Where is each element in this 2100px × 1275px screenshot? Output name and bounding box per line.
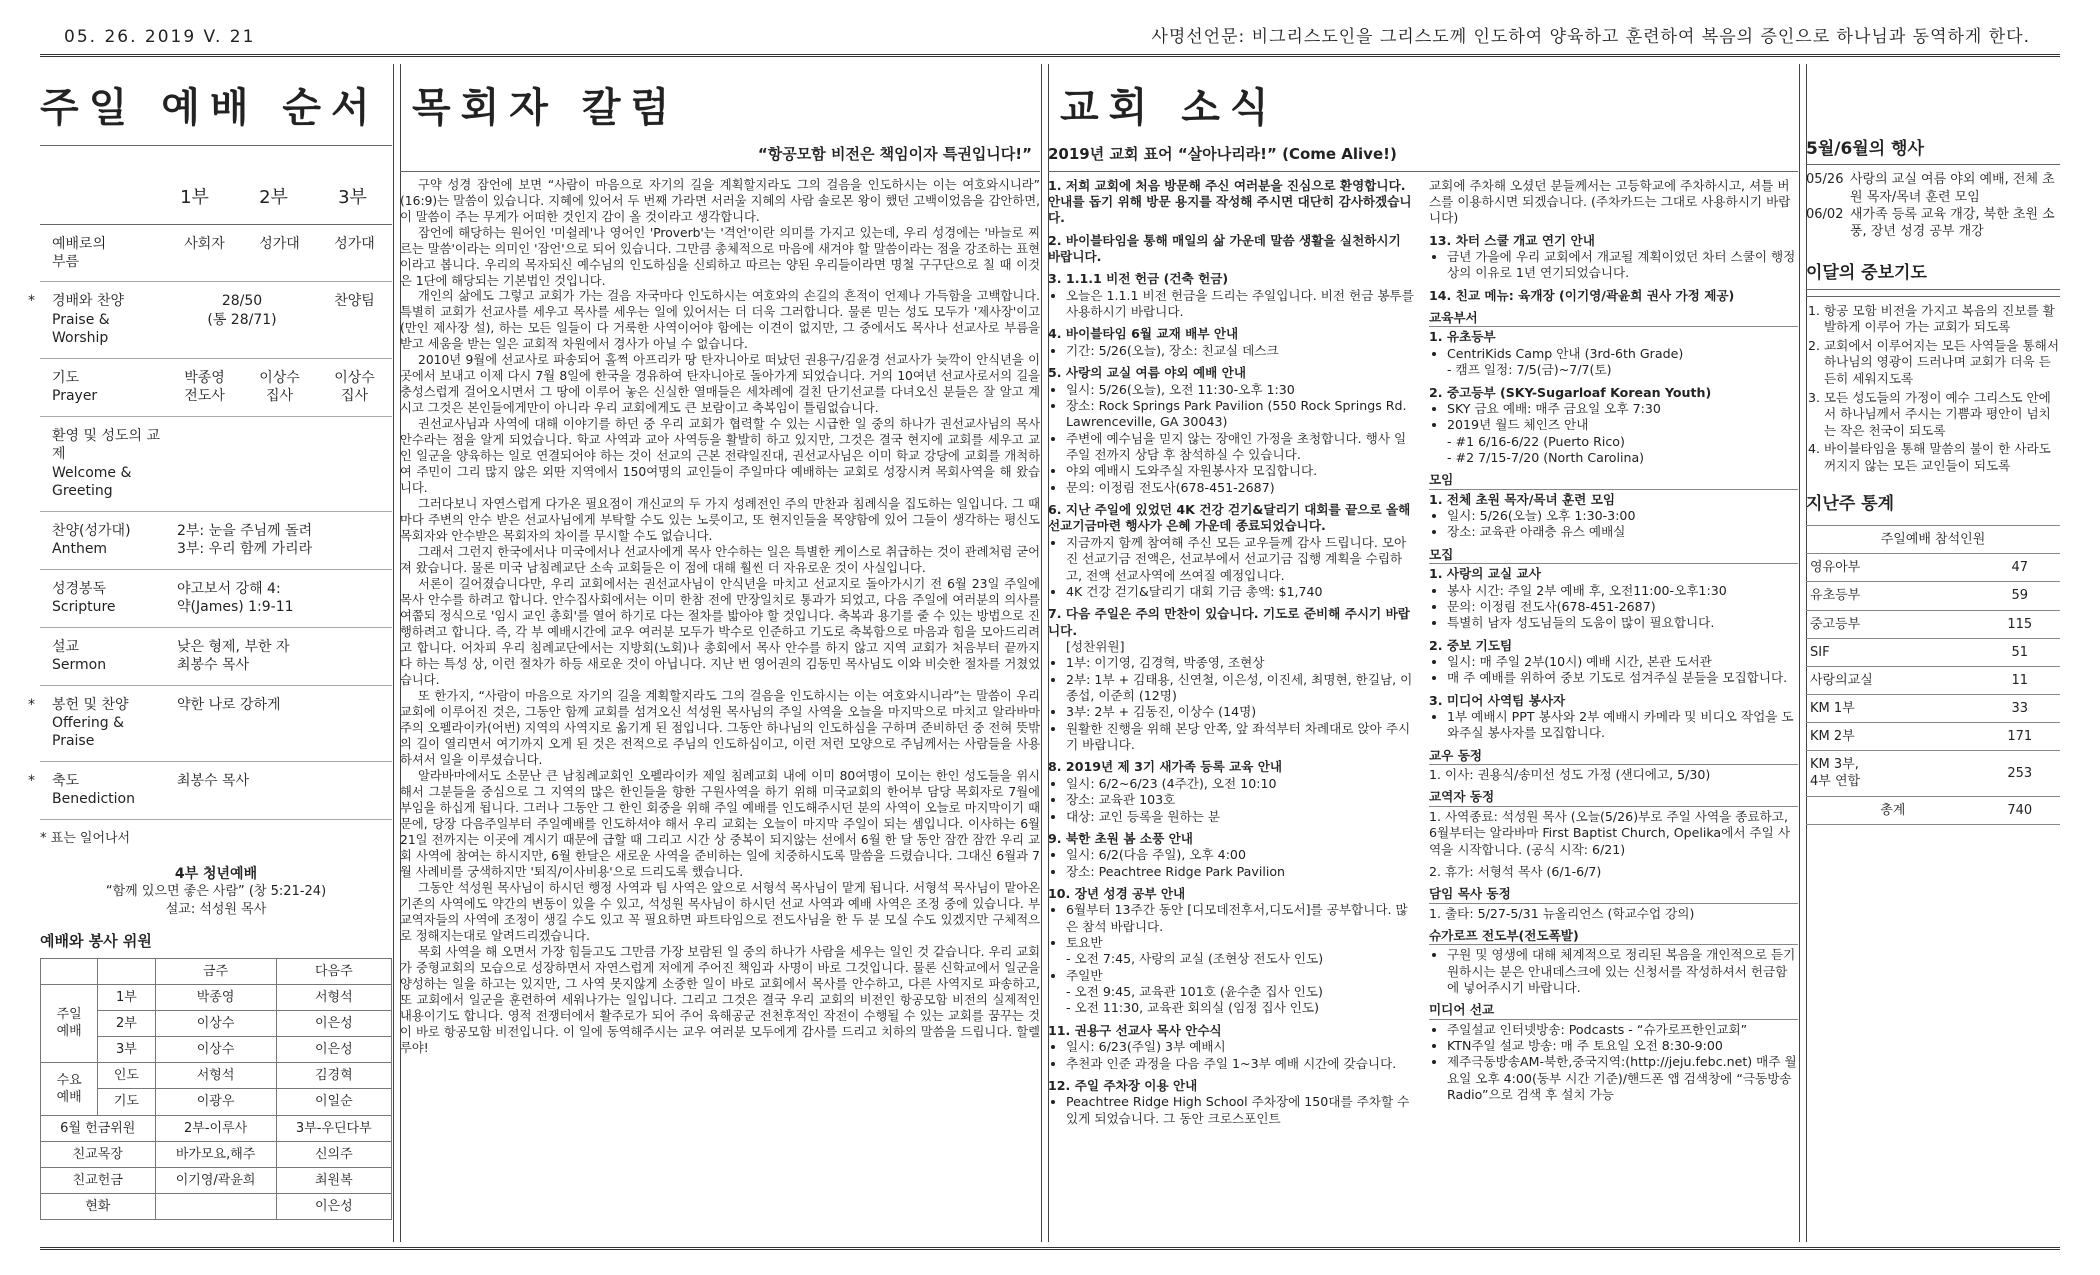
news-item-title: 2. 중보 기도팀 (1429, 637, 1513, 653)
service-label: 기도 Prayer (52, 369, 98, 405)
standing-mark: * (28, 293, 35, 310)
news-item-title: 10. 장년 성경 공부 안내 (1048, 885, 1186, 901)
service-col: 2부 (259, 186, 288, 208)
service-cell: 찬양팀 (334, 293, 375, 310)
stat-label: SIF (1806, 638, 1980, 666)
news-bullet: • 추천과 인준 과정을 다음 주일 1~3부 예배 시간에 갖습니다. (1066, 1056, 1417, 1072)
news-bullets (1429, 947, 1798, 996)
news-bullet: • Peachtree Ridge High School 주차장에 150대를 주차할 수 있게 되었습니다. 그 동안 크로스포인트 (1066, 1094, 1417, 1127)
service-label: 설교 Sermon (52, 638, 107, 674)
news-item (1048, 886, 1417, 1017)
staff-cell: 이은성 (276, 1037, 391, 1063)
top-rule (40, 54, 2060, 59)
staff-cell: 2부-이루사 (155, 1115, 276, 1141)
news-text: 1. 출타: 5/27-5/31 뉴올리언스 (학교수업 강의) (1429, 905, 1695, 921)
staff-cell: 3부-우딘다부 (276, 1115, 391, 1141)
pastor-column (400, 64, 1040, 1242)
stat-value: 740 (1980, 796, 2061, 824)
service-row (40, 512, 392, 570)
column-paragraph: 구약 성경 잠언에 보면 “사람이 마음으로 자기의 길을 계획할지라도 그의 걸음을 인도하시는 이는 여호와시니라” (16:9)는 말씀이 있습니다. 지혜에 있어서 두 번째 가라면 서러울 지혜의 사람 솔로몬 왕이 했던 고백이었음을 감안하면, 이 말씀이 주는 무게가 어떠한 것인지 감이 올 것이라고 생각합니다. (400, 177, 1040, 224)
standing-mark: * (28, 772, 35, 789)
stat-label: 유초등부 (1806, 582, 1980, 610)
stat-label: 영유아부 (1806, 554, 1980, 582)
news-item (1048, 1078, 1417, 1127)
news-text: 1. 이사: 권용식/송미선 성도 가정 (샌디에고, 5/30) (1429, 767, 1711, 783)
news-bullet: • 문의: 이정림 전도사(678-451-2687) (1447, 599, 1798, 615)
prayer-item: 3. 모든 성도들의 가정이 예수 그리스도 안에서 하나님께서 주시는 기쁨과 평안이 넘치는 작은 천국이 되도록 (1824, 390, 2060, 440)
news-item (1048, 831, 1417, 880)
news-bullet: • 문의: 이정림 전도사(678-451-2687) (1066, 480, 1417, 496)
news-bullets (1048, 902, 1417, 1017)
staff-row (41, 984, 392, 1010)
staff-cell: 주일 예배 (41, 984, 98, 1062)
service-cell: 2부: 눈을 주님께 돌려 3부: 우리 함께 가리라 (177, 522, 313, 558)
news-column (1048, 64, 1798, 1242)
column-paragraph: 권선교사님과 사역에 대해 이야기를 하던 중 우리 교회가 협력할 수 있는 시급한 일 중의 하나가 권선교사님의 목사 안수라는 점을 알게 되었습니다. 학교 사역과 교아 사역등을 활발히 하고 있지만, 그것은 결국 현지에 교회를 세우고 교인 일군을 양육하는 일로 연결되어야 하는 것이 선교의 근본 전략일진대, 권선교사님은 이미 학교 강당에 교회를 개척하여 주민이 그리 많지 않은 외딴 지역에서 150여명의 교인들이 주일마다 예배하는 교회로 성장시켜 목회사역을 해 왔습니다. (400, 417, 1040, 496)
news-bullet: • 1부: 이기영, 김경혁, 박종영, 조현상 (1066, 655, 1417, 671)
column-paragraph: 목회 사역을 해 오면서 가장 힘들고도 그만큼 가장 보람된 일 중의 하나가 사람을 세우는 일인 것 같습니다. 우리 교회가 중형교회의 모습으로 성장하면서 자연스럽게 저에게 주어진 책임과 사명이 바로 그것입니다. 물론 신학교에서 일군을 양성하는 일을 하고는 있지만, 그 사역 못지않게 소중한 일이 바로 교회에서 목사를 안수하고, 다른 사역지로 파송하고, 또 교회에서 일군을 훈련하여 세워나가는 일입니다. 그리고 그것은 결국 우리 교회의 비전인 항공모함 비전의 실제적인 내용이기도 합니다. 영적 전쟁터에서 활주로가 되어 주어 육해공군 전천후적인 작전이 수행될 수 있는 교회를 꿈꾸는 것이 바로 항공모함 비전입니다. 이 일에 동역해주시는 교우 여러분 모두에게 감사를 드리고 치하의 말씀을 드립니다. 할렐루야! (400, 944, 1040, 1055)
news-bullet: • 주일반 (1066, 968, 1417, 984)
news-bullet: • 2019년 월드 체인즈 안내 (1447, 417, 1798, 433)
news-item (1429, 288, 1798, 304)
news-section-heading: 교역자 동정 (1429, 789, 1798, 806)
news-bullet: • 특별히 남자 성도님들의 도움이 많이 필요합니다. (1447, 615, 1798, 631)
stat-row (1806, 751, 2060, 796)
service-cell: 야고보서 강해 4: 약(James) 1:9-11 (177, 580, 294, 616)
news-item-title: 2. 바이블타임을 통해 매일의 삶 가운데 말씀 생활을 실천하시기 바랍니다. (1048, 232, 1401, 265)
staff-cell: 이상수 (155, 1010, 276, 1036)
news-bullets (1048, 535, 1417, 600)
news-bullets (1048, 343, 1417, 359)
stat-value: 11 (1980, 666, 2061, 694)
news-bullets (1048, 382, 1417, 497)
service-cell: 박종영 전도사 (184, 369, 225, 405)
news-bullet: - 오전 7:45, 사랑의 교실 (조현상 전도사 인도) (1066, 951, 1324, 967)
prayer-item: 2. 교회에서 이루어지는 모든 사역들을 통해서 하나님의 영광이 드러나며 교회가 더욱 든든히 세워지도록 (1824, 338, 2060, 388)
news-item (1429, 638, 1798, 687)
stats-title: 지난주 통계 (1806, 493, 1895, 514)
news-bullet: • 일시: 5/26(오늘), 오전 11:30-오후 1:30 (1066, 382, 1417, 398)
news-bullets (1429, 1022, 1798, 1104)
staff-cell: 최원복 (276, 1167, 391, 1193)
service-row (40, 570, 392, 628)
mission-statement: 사명선언문: 비그리스도인을 그리스도께 인도하여 양육하고 훈련하여 복음의 증인으로 하나님과 동역하게 한다. (1151, 27, 2030, 47)
news-bullets (1429, 249, 1798, 282)
column-subtitle: “항공모함 비전은 책임이자 특권입니다!” (757, 144, 1032, 163)
news-section-heading: 교육부서 (1429, 310, 1798, 327)
news-bullet: • 원활한 진행을 위해 본당 안쪽, 앞 좌석부터 차례대로 앉아 주시기 바랍니다. (1066, 721, 1417, 754)
stat-row (1806, 796, 2060, 824)
prayer-title: 이달의 중보기도 (1806, 262, 2060, 289)
staff-row (41, 1063, 392, 1089)
news-text: 2. 휴가: 서형석 목사 (6/1-6/7) (1429, 863, 1602, 879)
staff-cell: 박종영 (155, 984, 276, 1010)
news-bullet: • 대상: 교인 등록을 원하는 분 (1066, 809, 1417, 825)
event-date: 05/26 (1806, 172, 1844, 188)
staff-cell: 서형석 (276, 984, 391, 1010)
staff-cell: 기도 (98, 1089, 155, 1115)
stat-value: 171 (1980, 723, 2061, 751)
staff-head-cell: 금주 (155, 958, 276, 984)
staff-row (41, 1141, 392, 1167)
staff-cell: 신의주 (276, 1141, 391, 1167)
news-item (1429, 864, 1798, 880)
service-rows (28, 225, 392, 820)
service-row (40, 359, 392, 417)
column-paragraph: 그러다보니 자연스럽게 다가온 필요점이 개신교의 두 가지 성례전인 주의 만찬과 침례식을 집도하는 일입니다. 그 때마다 주변의 안수 받은 선교사님에게 부탁할 수도 있는 노릇이고, 또 현지인들을 목양함에 있어 그들이 생각하는 평신도 목회자와 안수받은 목회자의 차이를 무시할 수도 없습니다. (400, 497, 1040, 544)
service-row (28, 282, 392, 358)
issue-date: 05. 26. 2019 V. 21 (64, 27, 256, 47)
event-text: 사랑의 교실 여름 야외 예배, 전체 초원 목자/목녀 훈련 모임 (1850, 172, 2055, 205)
column-title: 목회자 칼럼 (412, 85, 680, 131)
news-item-title: 5. 사랑의 교실 여름 야외 예배 안내 (1048, 365, 1247, 381)
news-item (1429, 693, 1798, 742)
news-item (1429, 566, 1798, 631)
staff-row (41, 1115, 392, 1141)
staff-head-cell (41, 958, 98, 984)
stat-row (1806, 723, 2060, 751)
column-paragraph: 2010년 9월에 선교사로 파송되어 홀쩍 아프리카 땅 탄자니아로 떠났던 권용구/김윤경 선교사가 늦깍이 안식년을 이곳에서 보내고 이제 다시 7월 8일에 한국을 경유하여 탄자니아로 돌아가게 되었습니다. 거의 10여년 선교사로서의 길을 충성스럽게 걸어오시면서 그 땅에 이루어 놓은 신실한 열매들은 세차례에 걸친 단기선교를 다녀오신 분들은 잘 알고 계시고 그것은 본인들에게만이 아니라 우리 교회에게도 큰 보람이고 축복임이 틀림없습니다. (400, 353, 1040, 416)
news-bullet: • 4K 건강 걷기&달리기 대회 기금 총액: $1,740 (1066, 584, 1417, 600)
news-item-title: 4. 바이블타임 6월 교재 배부 안내 (1048, 326, 1239, 342)
news-item (1429, 492, 1798, 541)
service-cell: 약한 나로 강하게 (177, 696, 281, 713)
staff-head-cell (98, 958, 155, 984)
news-item (1429, 947, 1798, 996)
prayer-list (1806, 296, 2060, 475)
service-label: 찬양(성가대) Anthem (52, 522, 131, 558)
service-label: 경배와 찬양 Praise & Worship (52, 293, 125, 347)
event-text: 새가족 등록 교육 개강, 북한 초원 소풍, 장년 성경 공부 개강 (1850, 206, 2055, 239)
service-row (40, 417, 392, 512)
news-bullet: • 매 주 예배를 위하여 중보 기도로 섬겨주실 분들을 모집합니다. (1447, 670, 1798, 686)
prayer-item: 4. 바이블타임을 통해 말씀의 불이 한 사라도 꺼지지 않는 모든 교인들이 되도록 (1824, 441, 2060, 474)
news-bullets (1429, 654, 1798, 687)
news-bullet: • SKY 금요 예배: 매주 금요일 오후 7:30 (1447, 401, 1798, 417)
news-text: 1. 사역종료: 석성원 목사 (오늘(5/26)부로 주일 사역을 종료하고, 6월부터는 알라바마 First Baptist Church, Opelika에서 주일 사역을 시작합니다. (공식 시작: 6/21) (1429, 808, 1790, 857)
news-bullet: • CentriKids Camp 안내 (3rd-6th Grade) (1447, 346, 1798, 362)
service-cell: 이상수 집사 (334, 369, 375, 405)
news-bullet: • 일시: 6/2~6/23 (4주간), 오전 10:10 (1066, 776, 1417, 792)
news-bullets (1048, 776, 1417, 825)
news-item (1429, 767, 1798, 783)
news-bullet: • 2부: 1부 + 김태용, 신연철, 이은성, 이진세, 최명현, 한길남, 이종섭, 이준희 (12명) (1066, 672, 1417, 705)
stats-table (1806, 525, 2060, 825)
event-date: 06/02 (1806, 206, 1844, 222)
service-cell: 이상수 집사 (259, 369, 300, 405)
youth-title: 4부 청년예배 (174, 866, 258, 883)
staff-cell: 바가모요,해주 (155, 1141, 276, 1167)
news-bullet: • 3부: 2부 + 김동진, 이상수 (14명) (1066, 704, 1417, 720)
staff-cell: 2부 (98, 1010, 155, 1036)
news-bullet: • 주변에 예수님을 믿지 않는 장애인 가정을 초청합니다. 행사 일주일 전까지 상담 후 참석하실 수 있습니다. (1066, 431, 1417, 464)
news-bullets (1429, 583, 1798, 632)
news-section-heading: 교우 동정 (1429, 748, 1798, 765)
news-item-title: 6. 지난 주일에 있었던 4K 건강 걷기&달리기 대회를 끝으로 올해 선교기금마련 행사가 은혜 가운데 종료되었습니다. (1048, 502, 1411, 534)
news-item (1048, 178, 1417, 227)
news-bullet: • 지금까지 함께 참여해 주신 모든 교우들께 감사 드립니다. 모아진 선교기금 전액은, 선교부에서 선교기금 집행 계획을 수립하고, 전액 선교사역에 쓰여질 예정입니다. (1066, 535, 1417, 584)
news-bullet: • 장소: 교육관 아래층 유스 예배실 (1447, 524, 1798, 540)
service-label: 예배로의 부름 (52, 235, 107, 271)
service-col: 1부 (180, 186, 209, 208)
staff-cell: 친교헌금 (41, 1167, 156, 1193)
service-cell: 낮은 형제, 부한 자 최봉수 목사 (177, 638, 290, 674)
youth-speaker: 설교: 석성원 목사 (165, 901, 267, 917)
column-article (400, 171, 1040, 1057)
church-theme: 2019년 교회 표어 “살아나리라!” (Come Alive!) (1048, 144, 1397, 163)
stat-row (1806, 638, 2060, 666)
worship-column (28, 64, 392, 1242)
news-bullet: • 일시: 6/23(주일) 3부 예배시 (1066, 1039, 1417, 1055)
service-row (40, 225, 392, 283)
news-bullet: • KTN주일 설교 방송: 매 주 토요일 오전 8:30-9:00 (1447, 1038, 1798, 1054)
news-bullet: [성찬위원] (1066, 638, 1125, 654)
staff-cell (155, 1194, 276, 1220)
news-item-title: 13. 차터 스쿨 개교 연기 안내 (1429, 232, 1595, 248)
news-item-title: 1. 사랑의 교실 교사 (1429, 566, 1541, 582)
news-item-title: 11. 권용구 선교사 목사 안수식 (1048, 1022, 1222, 1038)
stat-label: 총계 (1806, 796, 1980, 824)
news-bullet: • 일시: 5/26(오늘) 오후 1:30-3:00 (1447, 508, 1798, 524)
column-paragraph: 잠언에 해당하는 원어인 '미쉴레'나 영어인 'Proverb'는 '격언'이란 의미를 가지고 있는데, 우리 성경에는 '바늘로 찌르는 말씀'이라는 의미인 '잠언'으로 되어 있습니다. 그만큼 총체적으로 마음에 새겨야 할 말씀이라는 점을 강조하는 표현이라고 봅니다. 우리의 목자되신 예수님의 인도하심을 신뢰하고 따르는 양된 우리들이라면 명철 구구단으로 칠 때 이것은 1단에 해당되는 기본법인 것입니다. (400, 225, 1040, 288)
youth-verse: “함께 있으면 좋은 사람” (창 5:21-24) (105, 884, 327, 900)
stat-row (1806, 666, 2060, 694)
news-item (1048, 1023, 1417, 1072)
youth-service (40, 865, 392, 918)
standing-note: * 표는 일어나서 (40, 830, 131, 846)
stat-row (1806, 694, 2060, 722)
staff-row (41, 1194, 392, 1220)
news-item (1429, 906, 1798, 922)
staff-cell: 이기영/곽윤희 (155, 1167, 276, 1193)
news-item-title: 1. 유초등부 (1429, 329, 1496, 345)
service-label: 봉헌 및 찬양 Offering & Praise (52, 696, 129, 750)
events-list (1806, 171, 2060, 240)
service-cell: 최봉수 목사 (177, 772, 250, 789)
news-item (1048, 759, 1417, 824)
news-bullet: • 야외 예배시 도와주실 자원봉사자 모집합니다. (1066, 463, 1417, 479)
news-item (1429, 329, 1798, 378)
news-right (1429, 178, 1798, 1133)
staff-row (41, 1167, 392, 1193)
staff-cell: 인도 (98, 1063, 155, 1089)
news-bullet: • 토요반 (1066, 935, 1417, 951)
news-bullets (1429, 508, 1798, 541)
stat-label: KM 1부 (1806, 694, 1980, 722)
news-section-heading: 모집 (1429, 547, 1798, 564)
service-row (28, 762, 392, 820)
news-item (1048, 326, 1417, 359)
staff-cell: 친교목장 (41, 1141, 156, 1167)
stat-value: 47 (1980, 554, 2061, 582)
news-bullets (1048, 1094, 1417, 1127)
service-header (40, 146, 392, 225)
column-paragraph: 서론이 길어졌습니다만, 우리 교회에서는 권선교사님이 안식년을 마치고 선교지로 돌아가시기 전 6월 23일 주일에 목사 안수를 하려고 합니다. 안수집사회에서는 이미 한참 전에 만장일치로 통과가 되었고, 다음 주일에 여러분의 의사를 여쭙되 정식으로 '임시 교인 총회'를 열어 하기로 다는 절차를 밟아야 할 것입니다. 축복과 용기를 줄 수 있는 방법으로 진행하려고 합니다. 즉, 각 부 예배시간에 교우 여러분 모두가 박수로 인준하고 기도로 축복함으로 마음과 힘을 모아드리려고 합니다. 어차피 우리 침례교단에서는 지방회(노회)나 총회에서 목사 안수를 하지 않고 지역 교회가 처음부터 끝까지 다 하는 특성 상, 이런 절차가 하등 새로운 것이 아닙니다. 지난 번 영어권의 김동민 목사님도 이와 비슷한 절차를 거쳤었습니다. (400, 577, 1040, 688)
news-bullets (1429, 401, 1798, 466)
service-cell (167, 427, 392, 501)
news-item (1429, 1022, 1798, 1104)
news-text: 교회에 주차해 오셨던 분들께서는 고등학교에 주차하시고, 셔틀 버스를 이용하시면 되겠습니다. (주차카드는 그대로 사용하시기 바랍니다) (1429, 177, 1791, 226)
news-bullet: • 일시: 매 주일 2부(10시) 예배 시간, 본관 도서관 (1447, 654, 1798, 670)
stat-value: 33 (1980, 694, 2061, 722)
prayer-item: 1. 항공 모함 비전을 가지고 복음의 진보를 활발하게 이루어 가는 교회가 되도록 (1824, 303, 2060, 336)
news-section-heading: 모임 (1429, 472, 1798, 489)
news-left (1048, 178, 1417, 1133)
news-item-title: 1. 전체 초원 목자/목녀 훈련 모임 (1429, 491, 1616, 507)
news-item (1048, 606, 1417, 753)
stat-label: KM 2부 (1806, 723, 1980, 751)
news-bullets (1048, 847, 1417, 880)
news-bullet: - #1 6/16-6/22 (Puerto Rico) (1447, 433, 1625, 449)
page-header (0, 0, 2100, 60)
service-cell: 성가대 (334, 235, 375, 252)
news-item-title: 14. 친교 메뉴: 육개장 (이기영/곽윤희 권사 가정 제공) (1429, 287, 1735, 303)
staff-cell: 이은성 (276, 1010, 391, 1036)
news-item-title: 12. 주일 주차장 이용 안내 (1048, 1077, 1198, 1093)
staff-cell: 수요 예배 (41, 1063, 98, 1115)
staff-table (40, 958, 392, 1221)
staff-cell: 이광우 (155, 1089, 276, 1115)
service-row (28, 686, 392, 762)
staff-cell: 이은성 (276, 1194, 391, 1220)
news-item (1048, 271, 1417, 320)
news-item-title: 1. 저희 교회에 처음 방문해 주신 여러분을 진심으로 환영합니다. 안내를 돕기 위해 방문 용지를 작성해 주시면 대단히 감사하겠습니다. (1048, 177, 1412, 226)
news-bullet: • 오늘은 1.1.1 비전 헌금을 드리는 주일입니다. 비전 헌금 봉투를 사용하시기 바랍니다. (1066, 288, 1417, 321)
column-paragraph: 그래서 그런지 한국에서나 미국에서나 선교사에게 목사 안수하는 일은 특별한 케이스로 취급하는 것이 관례처럼 굳어져 왔습니다. 물론 미국 남침례교단 소속 교회들은 이 점에 대해 훨씬 더 자유로운 것이 사실입니다. (400, 545, 1040, 576)
news-item-title: 2. 중고등부 (SKY-Sugarloaf Korean Youth) (1429, 384, 1712, 400)
news-item-title: 3. 미디어 사역팀 봉사자 (1429, 692, 1566, 708)
staff-cell: 3부 (98, 1037, 155, 1063)
event-row (1806, 206, 2060, 240)
service-row (40, 628, 392, 686)
news-bullets (1048, 288, 1417, 321)
service-cell: 28/50 (통 28/71) (207, 293, 277, 328)
news-item-title: 9. 북한 초원 봄 소풍 안내 (1048, 830, 1193, 846)
news-bullet: - 오전 11:30, 교육관 회의실 (임정 집사 인도) (1066, 1000, 1320, 1016)
news-item (1429, 233, 1798, 282)
news-item (1048, 502, 1417, 600)
news-section-heading: 담임 목사 동정 (1429, 886, 1798, 903)
news-item (1048, 233, 1417, 266)
news-bullet: • 기간: 5/26(오늘), 장소: 친교실 데스크 (1066, 343, 1417, 359)
news-bullets (1429, 346, 1798, 379)
column-paragraph: 그동안 석성원 목사님이 하시던 행정 사역과 팀 사역은 앞으로 서형석 목사님이 맡게 됩니다. 서형석 목사님이 맡아온 기존의 사역에도 약간의 변동이 있을 수 있고, 석성원 목사님이 하시던 선교 사역과 예배 사역은 조정 중에 있습니다. 부교역자들의 사역에 조정이 생길 수도 있고 꼭 필요하면 파트타임으로 전도사님을 한 두 분 모실 수도 있겠지만 구체적으로 정해지는대로 알려드리겠습니다. (400, 880, 1040, 943)
staff-title: 예배와 봉사 위원 (40, 931, 152, 950)
news-bullet: • 봉사 시간: 주일 2부 예배 후, 오전11:00-오후1:30 (1447, 583, 1798, 599)
stats-head: 주일예배 참석인원 (1806, 526, 2060, 554)
news-bullet: • 주일설교 인터넷방송: Podcasts - “슈가로프한인교회” (1447, 1022, 1798, 1038)
news-bullet: • 제주극동방송AM-북한,중국지역:(http://jeju.febc.net) 매주 월요일 오후 4:00(동부 시간 기준)/핸드폰 앱 검색창에 “극동방송 Radio”으로 검색 후 설치 가능 (1447, 1054, 1798, 1103)
stat-label: KM 3부, 4부 연합 (1806, 751, 1980, 796)
service-label: 환영 및 성도의 교제 Welcome & Greeting (52, 427, 161, 500)
service-label: 축도 Benediction (52, 772, 135, 808)
news-bullet: • 6월부터 13주간 동안 [디모데전후서,디도서]를 공부합니다. 많은 참석 바랍니다. (1066, 902, 1417, 935)
news-item-title: 8. 2019년 제 3기 새가족 등록 교육 안내 (1048, 759, 1283, 775)
news-bullet: • 장소: Peachtree Ridge Park Pavilion (1066, 864, 1417, 880)
column-paragraph: 알라바마에서도 소문난 큰 남침례교회인 오펠라이카 제일 침례교회 내에 이미 80여명이 모이는 한인 성도들을 위시해서 그분들을 중심으로 그 지역의 많은 한인들을 향한 구원사역을 하기 위해 미국교회의 한어부 담당 목회자로 7월에 부임을 하십게 됩니다. 그러나 그동안 그 한인 회중을 위해 주일 예배를 인도해주시던 분의 사역이 오늘로 마지막이기 때문에, 당장 다음주일부터 주일예배를 인도하셔야 해서 우리 교회는 오늘이 마지막 주일이 되는 셈입니다. 이사하는 6월 21일 전까지는 이곳에 계시기 때문에 급할 때 그리고 시간 상 중복이 되지않는 선에서 6월 한 달 동안 잠깐 잠깐 우리 교회 사역에 참여는 하시지만, 6월 한달은 새로운 사역을 준비하는 일에 치중하시도록 말씀을 드렸습니다. 그대신 6월과 7월 사례비를 궁색하지만 '퇴직/이사비용'으로 드리도록 했습니다. (400, 769, 1040, 879)
news-section-heading: 슈가로프 전도부(전도폭발) (1429, 928, 1798, 945)
staff-cell: 서형석 (155, 1063, 276, 1089)
stat-row (1806, 554, 2060, 582)
news-bullets (1048, 639, 1417, 754)
stat-value: 51 (1980, 638, 2061, 666)
news-bullet: • 금년 가을에 우리 교회에서 개교될 계획이었던 차터 스쿨이 행정상의 이유로 1년 연기되었습니다. (1447, 249, 1798, 282)
news-bullet: - #2 7/15-7/20 (North Carolina) (1447, 449, 1645, 465)
staff-head-cell: 다음주 (276, 958, 391, 984)
staff-cell: 6월 헌금위원 (41, 1115, 156, 1141)
news-bullets (1048, 1039, 1417, 1072)
stat-value: 59 (1980, 582, 2061, 610)
news-bullet: • 장소: 교육관 103호 (1066, 792, 1417, 808)
news-item (1048, 365, 1417, 496)
news-item (1429, 178, 1798, 227)
news-section-heading: 미디어 선교 (1429, 1002, 1798, 1019)
news-bullet: • 장소: Rock Springs Park Pavilion (550 Rock Springs Rd. Lawrenceville, GA 30043) (1066, 398, 1417, 431)
service-label: 성경봉독 Scripture (52, 580, 116, 616)
stat-label: 중고등부 (1806, 610, 1980, 638)
news-bullet: • 1부 예배시 PPT 봉사와 2부 예배시 카메라 및 비디오 작업을 도와주실 봉사자를 모집합니다. (1447, 709, 1798, 742)
service-col: 3부 (338, 186, 367, 208)
news-item-title: 7. 다음 주일은 주의 만찬이 있습니다. 기도로 준비해 주시기 바랍니다. (1048, 606, 1410, 638)
staff-cell: 현화 (41, 1194, 156, 1220)
staff-cell: 이상수 (155, 1037, 276, 1063)
service-cell: 성가대 (259, 235, 300, 252)
news-bullet: - 캠프 일정: 7/5(금)~7/7(토) (1447, 362, 1612, 378)
news-item-title: 3. 1.1.1 비전 헌금 (건축 헌금) (1048, 271, 1229, 287)
news-bullet: • 구원 및 영생에 대해 체계적으로 정리된 복음을 개인적으로 듣기 원하시는 분은 안내데스크에 있는 신청서를 작성하셔서 헌금함에 넣어주시기 바랍니다. (1447, 947, 1798, 996)
side-column (1806, 64, 2060, 1242)
service-cell: 사회자 (184, 235, 225, 252)
news-title: 교회 소식 (1060, 85, 1279, 131)
news-bullet: • 일시: 6/2(다음 주일), 오후 4:00 (1066, 847, 1417, 863)
stat-label: 사랑의교실 (1806, 666, 1980, 694)
standing-mark: * (28, 696, 35, 713)
stat-row (1806, 610, 2060, 638)
bottom-rule (40, 1247, 2060, 1252)
staff-cell: 김경혁 (276, 1063, 391, 1089)
event-row (1806, 171, 2060, 205)
column-paragraph: 개인의 삶에도 그렇고 교회가 가는 걸음 자국마다 인도하시는 여호와의 손길의 흔적이 언제나 가득함을 고백합니다. 특별히 교회가 선교사를 세우고 목사를 세우는 일에 있어서는 더 더욱 그러합니다. 물론 믿는 성도 모두가 '제사장'이고 (만인 제사장 설), 하는 모든 일들이 다 거룩한 사역이어야 함에는 이견이 없지만, 그 중에서도 목사나 선교사로 부름을 받고 세움을 받는 일은 교회적 차원에서 경사가 아닐 수 없습니다. (400, 289, 1040, 352)
stat-value: 253 (1980, 751, 2061, 796)
stat-value: 115 (1980, 610, 2061, 638)
news-item (1429, 385, 1798, 467)
staff-cell: 이일순 (276, 1089, 391, 1115)
staff-cell: 1부 (98, 984, 155, 1010)
column-paragraph: 또 한가지, “사람이 마음으로 자기의 길을 계획할지라도 그의 걸음을 인도하시는 이는 여호와시니라”는 말씀이 우리 교회에 이루어진 것은, 그동안 함께 교회를 섬겨오신 석성원 목사님의 주일 사역을 오늘을 마지막으로 마치고 알라바마 주의 오펠라이카(어번) 지역의 사역지로 옮기게 된 점입니다. 그동안 하나님의 인도하심을 구하며 준비하던 중 전혀 뜻밖의 길이 열리면서 여기까지 오게 된 것은 전적으로 주님의 인도하심이고, 이런 저런 모양으로 주님께서는 사람들을 사용하셔서 일을 이루셨습니다. (400, 689, 1040, 768)
news-bullet: - 오전 9:45, 교육관 101호 (윤수춘 집사 인도) (1066, 984, 1323, 1000)
stat-row (1806, 582, 2060, 610)
worship-title: 주일 예배 순서 (40, 85, 380, 131)
news-bullets (1429, 709, 1798, 742)
events-title: 5월/6월의 행사 (1806, 138, 2060, 165)
news-item (1429, 809, 1798, 858)
